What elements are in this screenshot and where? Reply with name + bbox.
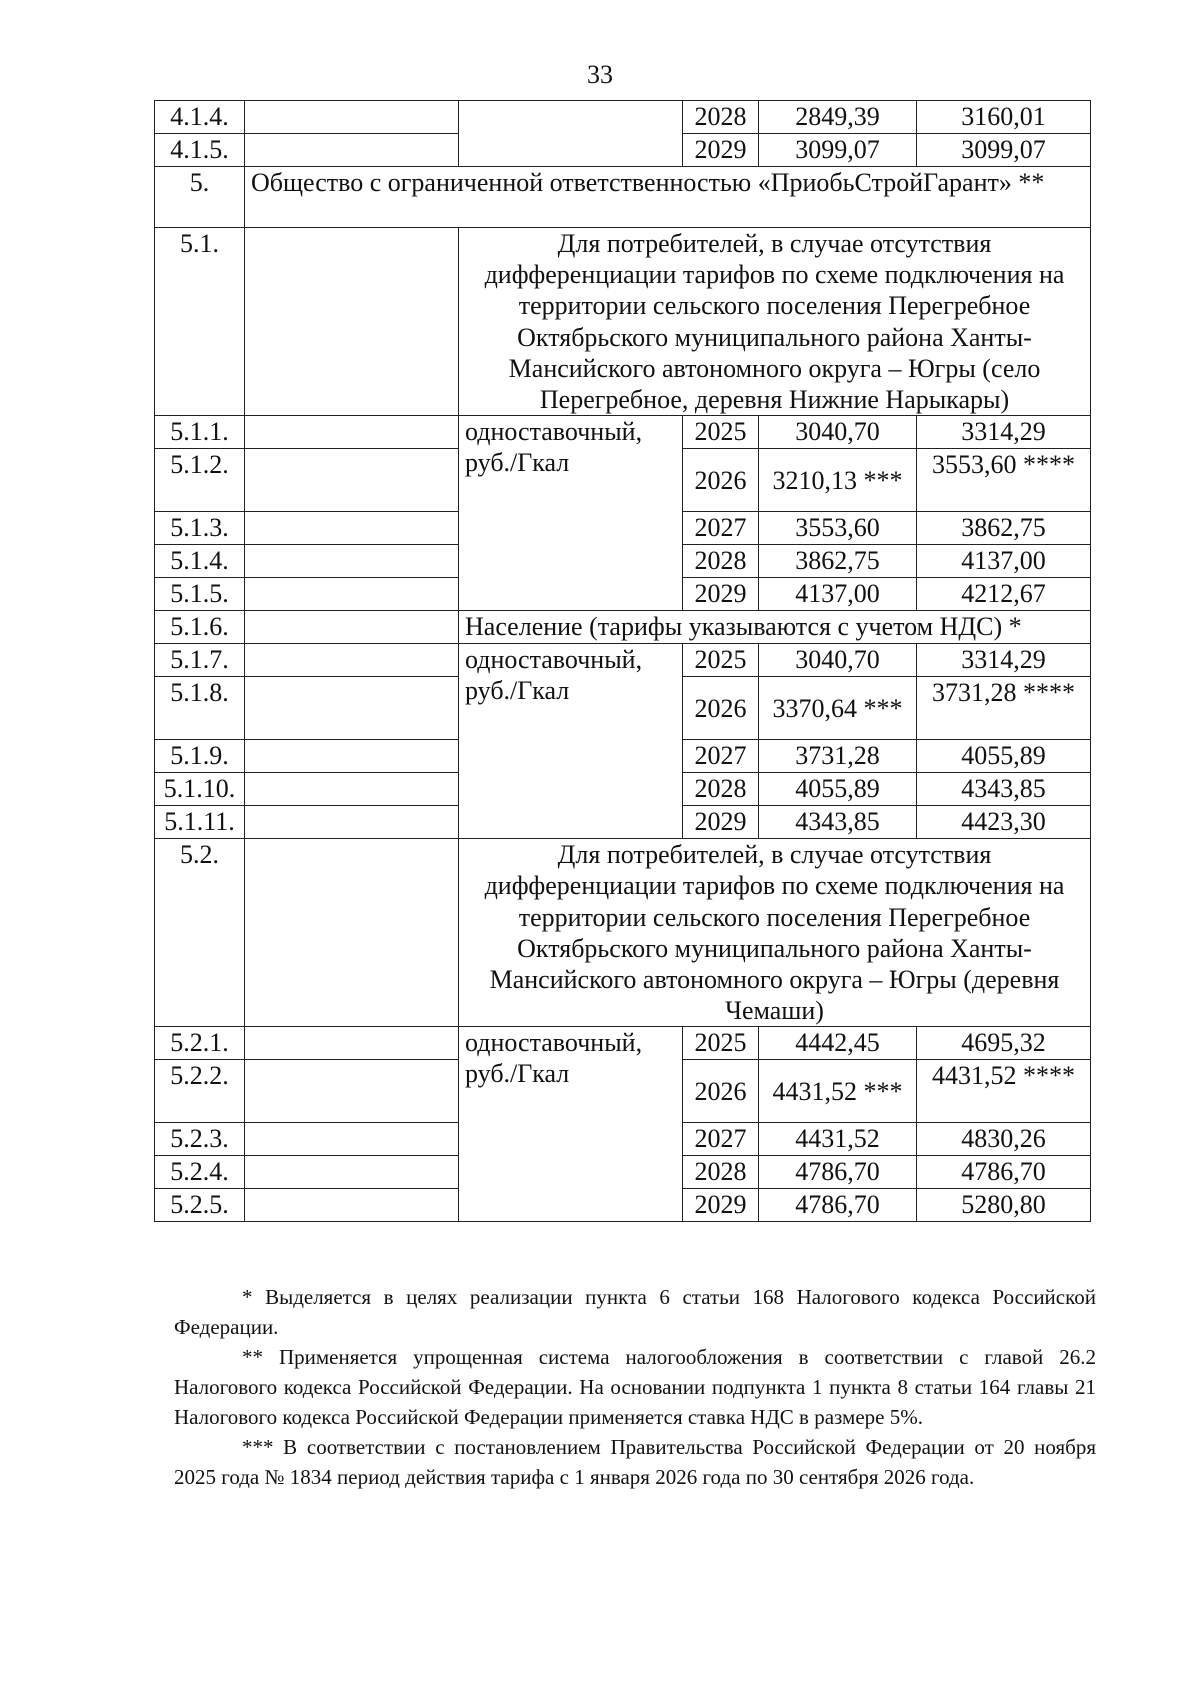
section-description: Население (тарифы указываются с учетом НДС) * bbox=[459, 611, 1091, 644]
footnote-2: ** Применяется упрощенная система налогообложения в соответствии с главой 26.2 Налогового кодекса Российской Федерации. На основании подпункта 1 пункта 8 статьи 164 главы 21 Налогового кодекса Российской Федерации применяется ставка НДС в размере 5%. bbox=[174, 1345, 1096, 1429]
tariff-value-1: 4786,70 bbox=[759, 1156, 917, 1189]
row-number: 5.1. bbox=[155, 228, 245, 416]
empty-cell bbox=[245, 1156, 459, 1189]
year-cell: 2028 bbox=[683, 101, 759, 134]
tariff-value-1: 3099,07 bbox=[759, 134, 917, 167]
empty-cell bbox=[245, 1027, 459, 1060]
row-number: 5.1.3. bbox=[155, 512, 245, 545]
tariff-value-2: 4431,52 **** bbox=[917, 1060, 1091, 1123]
year-cell: 2029 bbox=[683, 134, 759, 167]
footnotes bbox=[174, 1282, 1096, 1492]
row-number: 5.1.9. bbox=[155, 740, 245, 773]
section-description: Для потребителей, в случае отсутствия дифференциации тарифов по схеме подключения на территории сельского поселения Перегребное Октябрьского муниципального района Ханты-Мансийского автономного округа – Югры (село Перегребное, деревня Нижние Нарыкары) bbox=[459, 228, 1091, 416]
row-number: 5.2. bbox=[155, 839, 245, 1027]
tariff-value-2: 4695,32 bbox=[917, 1027, 1091, 1060]
year-cell: 2029 bbox=[683, 1189, 759, 1222]
tariff-value-1: 3370,64 *** bbox=[759, 677, 917, 740]
tariff-value-1: 4137,00 bbox=[759, 578, 917, 611]
table-row bbox=[155, 1027, 1091, 1060]
year-cell: 2026 bbox=[683, 1060, 759, 1123]
table-row bbox=[155, 644, 1091, 677]
row-number: 5.1.10. bbox=[155, 773, 245, 806]
row-number: 5.1.4. bbox=[155, 545, 245, 578]
section-description: Для потребителей, в случае отсутствия дифференциации тарифов по схеме подключения на территории сельского поселения Перегребное Октябрьского муниципального района Ханты-Мансийского автономного округа – Югры (деревня Чемаши) bbox=[459, 839, 1091, 1027]
tariff-table bbox=[154, 100, 1091, 1222]
empty-cell bbox=[245, 1123, 459, 1156]
tariff-value-2: 4423,30 bbox=[917, 806, 1091, 839]
row-number: 5.1.2. bbox=[155, 449, 245, 512]
row-number: 5.1.1. bbox=[155, 416, 245, 449]
tariff-value-2: 4137,00 bbox=[917, 545, 1091, 578]
tariff-value-2: 3314,29 bbox=[917, 416, 1091, 449]
unit-label: одноставочный, руб./Гкал bbox=[459, 1027, 683, 1222]
year-cell: 2025 bbox=[683, 1027, 759, 1060]
table-row bbox=[155, 416, 1091, 449]
empty-cell bbox=[245, 773, 459, 806]
tariff-value-1: 3210,13 *** bbox=[759, 449, 917, 512]
tariff-value-1: 4442,45 bbox=[759, 1027, 917, 1060]
footnote-3: *** В соответствии с постановлением Правительства Российской Федерации от 20 ноября 2025 года № 1834 период действия тарифа с 1 января 2026 года по 30 сентября 2026 года. bbox=[174, 1435, 1096, 1489]
empty-cell bbox=[245, 545, 459, 578]
empty-cell bbox=[245, 101, 459, 134]
tariff-value-1: 3553,60 bbox=[759, 512, 917, 545]
empty-cell bbox=[245, 806, 459, 839]
section-row bbox=[155, 611, 1091, 644]
tariff-value-1: 4343,85 bbox=[759, 806, 917, 839]
tariff-value-2: 3160,01 bbox=[917, 101, 1091, 134]
tariff-value-1: 4055,89 bbox=[759, 773, 917, 806]
unit-label: одноставочный, руб./Гкал bbox=[459, 644, 683, 839]
year-cell: 2028 bbox=[683, 1156, 759, 1189]
tariff-value-1: 4786,70 bbox=[759, 1189, 917, 1222]
tariff-value-2: 3862,75 bbox=[917, 512, 1091, 545]
empty-cell bbox=[245, 578, 459, 611]
year-cell: 2028 bbox=[683, 773, 759, 806]
section-row bbox=[155, 228, 1091, 416]
row-number: 5.1.6. bbox=[155, 611, 245, 644]
year-cell: 2025 bbox=[683, 644, 759, 677]
row-number: 5.2.3. bbox=[155, 1123, 245, 1156]
row-number: 5.2.5. bbox=[155, 1189, 245, 1222]
tariff-value-1: 4431,52 bbox=[759, 1123, 917, 1156]
footnote-1: * Выделяется в целях реализации пункта 6 статьи 168 Налогового кодекса Российской Федерации. bbox=[174, 1285, 1096, 1339]
row-number: 5.2.2. bbox=[155, 1060, 245, 1123]
empty-cell bbox=[245, 644, 459, 677]
year-cell: 2027 bbox=[683, 512, 759, 545]
tariff-value-2: 4343,85 bbox=[917, 773, 1091, 806]
empty-cell bbox=[245, 1060, 459, 1123]
row-number: 5.1.5. bbox=[155, 578, 245, 611]
row-number: 5.1.7. bbox=[155, 644, 245, 677]
tariff-value-2: 3099,07 bbox=[917, 134, 1091, 167]
tariff-value-2: 4830,26 bbox=[917, 1123, 1091, 1156]
empty-cell bbox=[245, 228, 459, 416]
section-row bbox=[155, 839, 1091, 1027]
empty-cell bbox=[459, 101, 683, 167]
tariff-value-1: 3040,70 bbox=[759, 644, 917, 677]
tariff-value-1: 3040,70 bbox=[759, 416, 917, 449]
empty-cell bbox=[245, 677, 459, 740]
tariff-value-2: 3314,29 bbox=[917, 644, 1091, 677]
year-cell: 2027 bbox=[683, 740, 759, 773]
empty-cell bbox=[245, 416, 459, 449]
unit-label: одноставочный, руб./Гкал bbox=[459, 416, 683, 611]
year-cell: 2027 bbox=[683, 1123, 759, 1156]
tariff-value-2: 4055,89 bbox=[917, 740, 1091, 773]
tariff-value-1: 3731,28 bbox=[759, 740, 917, 773]
tariff-value-2: 5280,80 bbox=[917, 1189, 1091, 1222]
empty-cell bbox=[245, 740, 459, 773]
tariff-value-2: 4786,70 bbox=[917, 1156, 1091, 1189]
row-number: 4.1.5. bbox=[155, 134, 245, 167]
empty-cell bbox=[245, 449, 459, 512]
org-row bbox=[155, 167, 1091, 228]
empty-cell bbox=[245, 611, 459, 644]
empty-cell bbox=[245, 512, 459, 545]
tariff-value-1: 2849,39 bbox=[759, 101, 917, 134]
empty-cell bbox=[245, 839, 459, 1027]
empty-cell bbox=[245, 1189, 459, 1222]
year-cell: 2026 bbox=[683, 449, 759, 512]
year-cell: 2028 bbox=[683, 545, 759, 578]
year-cell: 2029 bbox=[683, 578, 759, 611]
tariff-value-2: 4212,67 bbox=[917, 578, 1091, 611]
row-number: 5.2.4. bbox=[155, 1156, 245, 1189]
row-number: 5.2.1. bbox=[155, 1027, 245, 1060]
tariff-value-1: 3862,75 bbox=[759, 545, 917, 578]
tariff-value-1: 4431,52 *** bbox=[759, 1060, 917, 1123]
row-number: 5.1.11. bbox=[155, 806, 245, 839]
tariff-value-2: 3731,28 **** bbox=[917, 677, 1091, 740]
row-number: 5. bbox=[155, 167, 245, 228]
tariff-value-2: 3553,60 **** bbox=[917, 449, 1091, 512]
row-number: 4.1.4. bbox=[155, 101, 245, 134]
organization-name: Общество с ограниченной ответственностью «ПриобьСтройГарант» ** bbox=[245, 167, 1091, 228]
empty-cell bbox=[245, 134, 459, 167]
year-cell: 2029 bbox=[683, 806, 759, 839]
table-row bbox=[155, 101, 1091, 134]
year-cell: 2025 bbox=[683, 416, 759, 449]
row-number: 5.1.8. bbox=[155, 677, 245, 740]
page-number: 33 bbox=[587, 60, 613, 89]
year-cell: 2026 bbox=[683, 677, 759, 740]
